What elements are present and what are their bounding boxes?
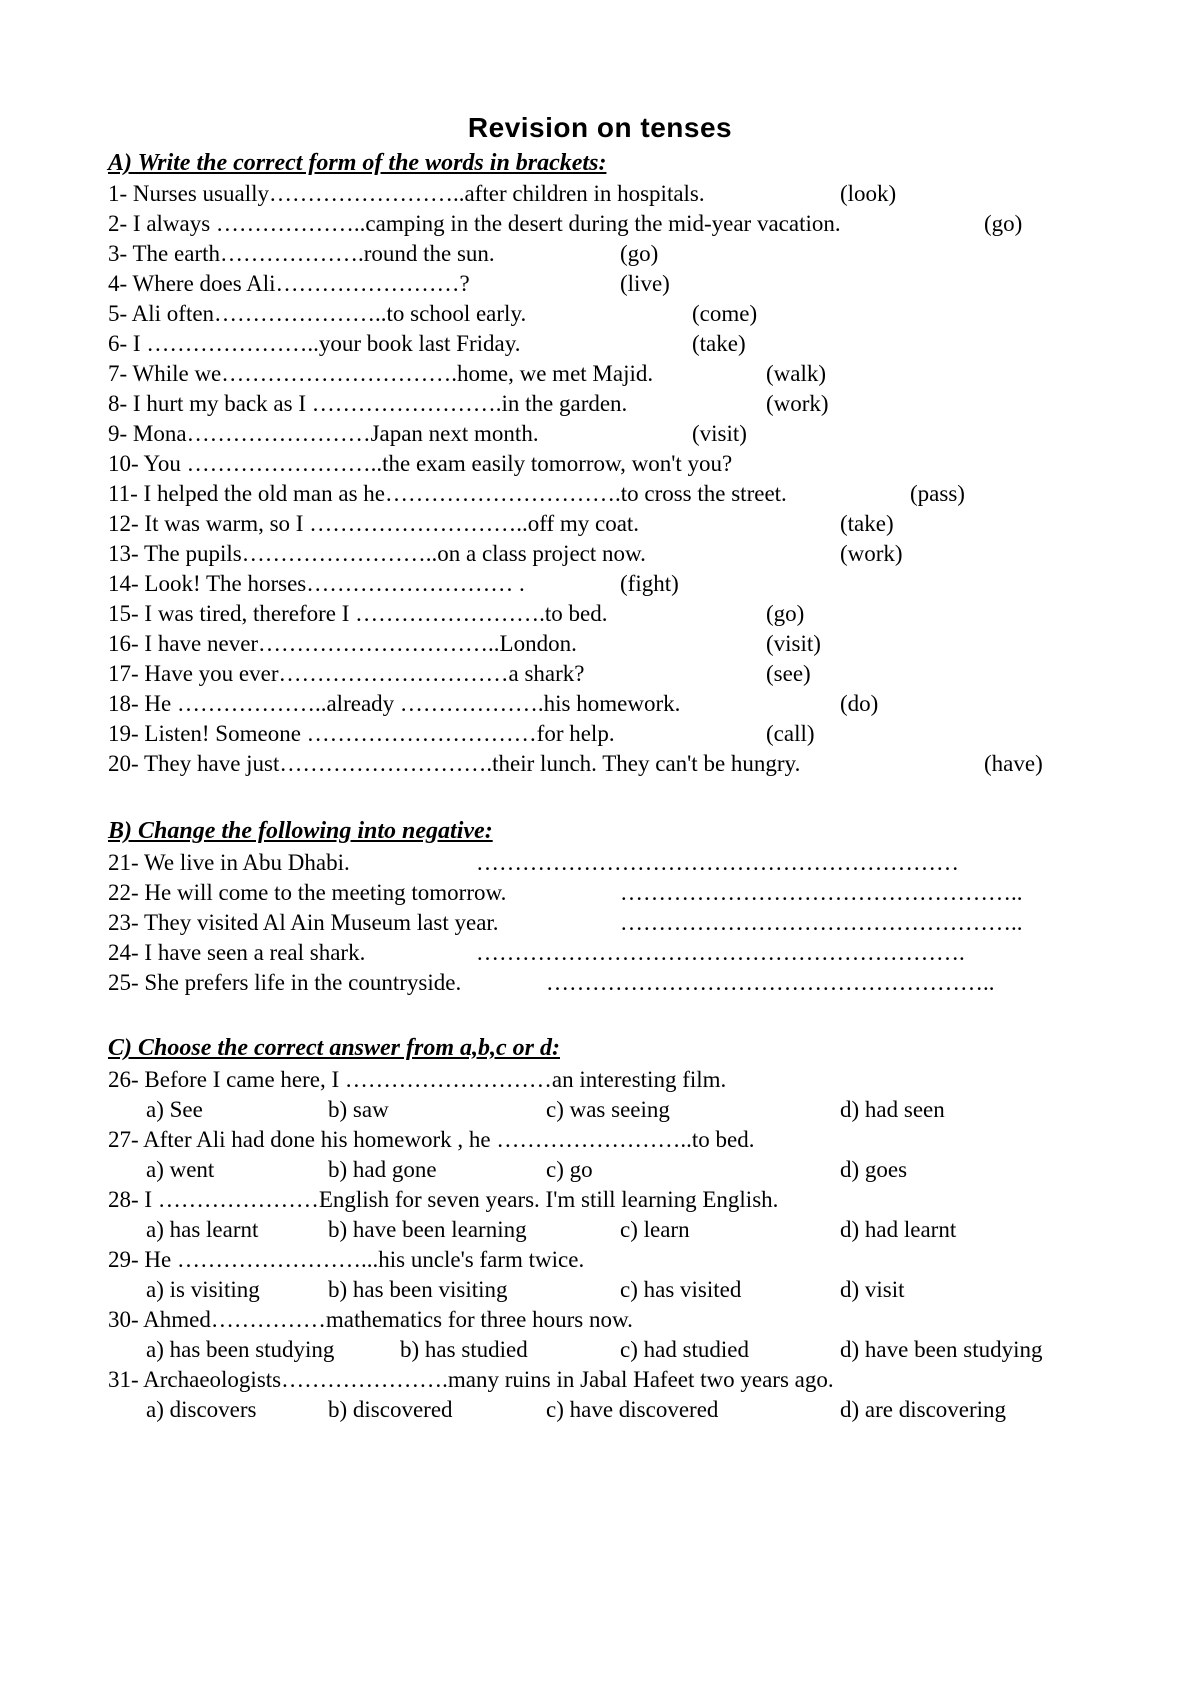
answer-line: ………………………………………………….. xyxy=(546,970,995,995)
question-text: 22- He will come to the meeting tomorrow. xyxy=(108,880,507,905)
answer-line: …………………………………………….. xyxy=(620,880,1023,905)
question-text: 28- I …………………English for seven years. I'm still learning English. xyxy=(108,1187,779,1212)
verb-hint: (look) xyxy=(840,181,897,206)
option-c: c) had studied xyxy=(620,1337,750,1362)
option-c: c) was seeing xyxy=(546,1097,670,1122)
question-text: 11- I helped the old man as he………………………….to cross the street. xyxy=(108,481,787,506)
option-b: b) has been visiting xyxy=(328,1277,508,1302)
question-text: 17- Have you ever…………………………a shark? xyxy=(108,661,585,686)
question-text: 7- While we………………………….home, we met Majid. xyxy=(108,361,654,386)
option-c: c) has visited xyxy=(620,1277,742,1302)
verb-hint: (have) xyxy=(984,751,1043,776)
section-b-heading: B) Change the following into negative: xyxy=(108,818,493,844)
section-a-heading: A) Write the correct form of the words in brackets: xyxy=(108,150,607,176)
question-text: 26- Before I came here, I ………………………an interesting film. xyxy=(108,1067,727,1092)
question-text: 19- Listen! Someone …………………………for help. xyxy=(108,721,615,746)
verb-hint: (go) xyxy=(766,601,805,626)
question-text: 23- They visited Al Ain Museum last year. xyxy=(108,910,499,935)
option-c: c) learn xyxy=(620,1217,690,1242)
question-text: 4- Where does Ali……………………? xyxy=(108,271,470,296)
option-d: d) have been studying xyxy=(840,1337,1043,1362)
question-text: 21- We live in Abu Dhabi. xyxy=(108,850,350,875)
section-c-heading: C) Choose the correct answer from a,b,c or d: xyxy=(108,1035,560,1061)
answer-line: …………………………………………….. xyxy=(620,910,1023,935)
verb-hint: (live) xyxy=(620,271,670,296)
option-b: b) has studied xyxy=(400,1337,528,1362)
question-text: 8- I hurt my back as I …………………….in the garden. xyxy=(108,391,628,416)
question-text: 27- After Ali had done his homework , he ……………………..to bed. xyxy=(108,1127,755,1152)
question-text: 3- The earth……………….round the sun. xyxy=(108,241,495,266)
verb-hint: (visit) xyxy=(766,631,821,656)
verb-hint: (pass) xyxy=(910,481,965,506)
question-text: 10- You ……………………..the exam easily tomorrow, won't you? xyxy=(108,451,733,476)
option-d: d) had seen xyxy=(840,1097,945,1122)
question-text: 14- Look! The horses……………………… . xyxy=(108,571,525,596)
option-a: a) has been studying xyxy=(146,1337,335,1362)
question-text: 24- I have seen a real shark. xyxy=(108,940,366,965)
option-b: b) discovered xyxy=(328,1397,453,1422)
verb-hint: (take) xyxy=(692,331,746,356)
option-a: a) is visiting xyxy=(146,1277,260,1302)
option-d: d) had learnt xyxy=(840,1217,957,1242)
question-text: 15- I was tired, therefore I …………………….to bed. xyxy=(108,601,608,626)
answer-line: ……………………………………………………… xyxy=(476,850,959,875)
question-text: 18- He ………………..already ……………….his homework. xyxy=(108,691,681,716)
option-a: a) went xyxy=(146,1157,215,1182)
verb-hint: (work) xyxy=(840,541,903,566)
option-a: a) has learnt xyxy=(146,1217,259,1242)
verb-hint: (do) xyxy=(840,691,879,716)
option-b: b) have been learning xyxy=(328,1217,527,1242)
verb-hint: (work) xyxy=(766,391,829,416)
question-text: 31- Archaeologists………………….many ruins in Jabal Hafeet two years ago. xyxy=(108,1367,834,1392)
option-b: b) had gone xyxy=(328,1157,437,1182)
verb-hint: (call) xyxy=(766,721,815,746)
option-b: b) saw xyxy=(328,1097,389,1122)
question-text: 29- He ……………………...his uncle's farm twice. xyxy=(108,1247,585,1272)
question-text: 30- Ahmed……………mathematics for three hours now. xyxy=(108,1307,633,1332)
question-text: 9- Mona……………………Japan next month. xyxy=(108,421,539,446)
option-c: c) go xyxy=(546,1157,593,1182)
verb-hint: (go) xyxy=(620,241,659,266)
option-d: d) are discovering xyxy=(840,1397,1007,1422)
option-a: a) See xyxy=(146,1097,203,1122)
page-title: Revision on tenses xyxy=(467,112,733,143)
question-text: 6- I …………………..your book last Friday. xyxy=(108,331,521,356)
question-text: 12- It was warm, so I ………………………..off my coat. xyxy=(108,511,640,536)
question-text: 2- I always ………………..camping in the desert during the mid-year vacation. xyxy=(108,211,841,236)
question-text: 25- She prefers life in the countryside. xyxy=(108,970,462,995)
verb-hint: (come) xyxy=(692,301,758,326)
verb-hint: (fight) xyxy=(620,571,679,596)
question-text: 1- Nurses usually……………………..after children in hospitals. xyxy=(108,181,705,206)
option-c: c) have discovered xyxy=(546,1397,719,1422)
question-text: 20- They have just……………………….their lunch. They can't be hungry. xyxy=(108,751,801,776)
question-text: 5- Ali often…………………..to school early. xyxy=(108,301,527,326)
verb-hint: (go) xyxy=(984,211,1023,236)
option-d: d) visit xyxy=(840,1277,905,1302)
verb-hint: (take) xyxy=(840,511,894,536)
option-d: d) goes xyxy=(840,1157,908,1182)
option-a: a) discovers xyxy=(146,1397,257,1422)
question-text: 13- The pupils……………………..on a class project now. xyxy=(108,541,646,566)
answer-line: ………………………………………………………. xyxy=(476,940,965,965)
verb-hint: (walk) xyxy=(766,361,827,386)
verb-hint: (see) xyxy=(766,661,811,686)
verb-hint: (visit) xyxy=(692,421,747,446)
question-text: 16- I have never…………………………..London. xyxy=(108,631,577,656)
